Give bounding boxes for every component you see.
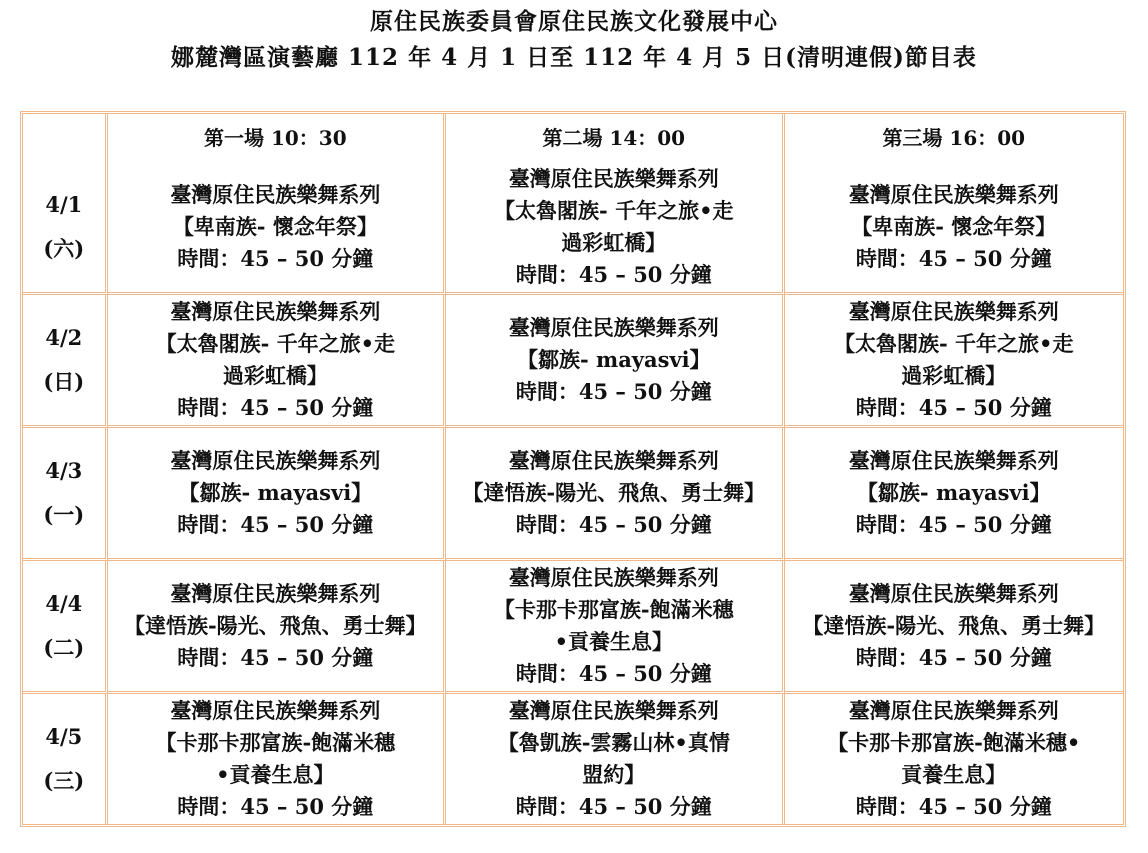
column-header-session-3: 第三場 16：00 xyxy=(882,126,1026,150)
program-text-line: 臺灣原住民族樂舞系列 xyxy=(508,448,719,473)
program-text-line: 臺灣原住民族樂舞系列 xyxy=(848,182,1059,207)
document-title: 原住民族委員會原住民族文化發展中心 xyxy=(370,8,778,35)
column-header-session-1: 第一場 10：30 xyxy=(108,114,446,162)
program-text-line: 盟約】 xyxy=(582,762,646,787)
date-cell xyxy=(23,162,108,295)
program-text-line: 【卡那卡那富族-飽滿米穗 xyxy=(493,597,734,622)
program-text-line: 【鄒族- mayasvi】 xyxy=(856,480,1051,505)
corner-cell xyxy=(23,114,108,162)
program-text-line: 【鄒族- mayasvi】 xyxy=(516,347,711,372)
program-cell-session-3 xyxy=(785,428,1123,561)
program-text-line: 臺灣原住民族樂舞系列 xyxy=(170,698,381,723)
program-cell-session-3 xyxy=(785,694,1123,824)
program-cell-session-2 xyxy=(446,162,784,295)
program-cell-session-3 xyxy=(785,295,1123,428)
program-cell-session-3 xyxy=(785,162,1123,295)
weekday-label: (日) xyxy=(43,369,85,394)
program-cell-session-2 xyxy=(446,561,784,694)
program-text-line: 【太魯閣族- 千年之旅•走 xyxy=(494,198,734,223)
table-row xyxy=(23,428,1123,561)
program-text-line: 【卡那卡那富族-飽滿米穗 xyxy=(155,730,396,755)
program-cell-session-2 xyxy=(446,694,784,824)
table-row xyxy=(23,162,1123,295)
program-text-line: 時間：45 – 50 分鐘 xyxy=(515,379,712,404)
program-text-line: 【達悟族-陽光、飛魚、勇士舞】 xyxy=(462,480,766,505)
program-text-line: •貢養生息】 xyxy=(216,762,335,787)
program-cell-session-2 xyxy=(446,295,784,428)
program-text-line: 臺灣原住民族樂舞系列 xyxy=(170,581,381,606)
program-cell-session-1 xyxy=(108,561,446,694)
program-cell-session-1 xyxy=(108,295,446,428)
date-label: 4/3 xyxy=(45,458,83,483)
program-text-line: 時間：45 – 50 分鐘 xyxy=(515,262,712,287)
program-text-line: 臺灣原住民族樂舞系列 xyxy=(848,448,1059,473)
weekday-label: (二) xyxy=(43,635,85,660)
date-cell xyxy=(23,694,108,824)
date-cell xyxy=(23,561,108,694)
program-text-line: 時間：45 – 50 分鐘 xyxy=(855,645,1052,670)
program-text-line: 臺灣原住民族樂舞系列 xyxy=(170,299,381,324)
program-cell-session-1 xyxy=(108,162,446,295)
program-text-line: 【魯凱族-雲霧山林•真情 xyxy=(497,730,730,755)
program-text-line: 臺灣原住民族樂舞系列 xyxy=(170,448,381,473)
program-text-line: 過彩虹橋】 xyxy=(901,363,1007,388)
program-text-line: 臺灣原住民族樂舞系列 xyxy=(508,315,719,340)
program-cell-session-2 xyxy=(446,428,784,561)
schedule-body xyxy=(23,162,1123,824)
program-text-line: 【達悟族-陽光、飛魚、勇士舞】 xyxy=(802,613,1106,638)
column-header-session-2: 第二場 14：00 xyxy=(446,114,784,162)
program-text-line: 時間：45 – 50 分鐘 xyxy=(855,794,1052,819)
program-text-line: 時間：45 – 50 分鐘 xyxy=(515,661,712,686)
table-row xyxy=(23,694,1123,824)
program-text-line: 時間：45 – 50 分鐘 xyxy=(177,246,374,271)
program-text-line: 臺灣原住民族樂舞系列 xyxy=(508,698,719,723)
program-text-line: 【達悟族-陽光、飛魚、勇士舞】 xyxy=(123,613,427,638)
date-cell xyxy=(23,295,108,428)
weekday-label: (一) xyxy=(43,502,85,527)
program-text-line: 時間：45 – 50 分鐘 xyxy=(855,512,1052,537)
date-label: 4/2 xyxy=(45,325,83,350)
program-text-line: 【卡那卡那富族-飽滿米穗• xyxy=(827,730,1081,755)
document-subtitle: 娜麓灣區演藝廳 112 年 4 月 1 日至 112 年 4 月 5 日(清明連假)節目表 xyxy=(171,44,977,71)
program-text-line: 臺灣原住民族樂舞系列 xyxy=(848,581,1059,606)
weekday-label: (三) xyxy=(43,768,85,793)
program-text-line: 臺灣原住民族樂舞系列 xyxy=(848,698,1059,723)
table-row xyxy=(23,295,1123,428)
program-text-line: 【鄒族- mayasvi】 xyxy=(178,480,373,505)
program-text-line: 過彩虹橋】 xyxy=(561,230,667,255)
program-text-line: 【卑南族- 懷念年祭】 xyxy=(172,214,378,239)
program-text-line: 臺灣原住民族樂舞系列 xyxy=(508,565,719,590)
program-text-line: 【卑南族- 懷念年祭】 xyxy=(851,214,1057,239)
program-cell-session-3 xyxy=(785,561,1123,694)
program-text-line: 時間：45 – 50 分鐘 xyxy=(177,794,374,819)
program-text-line: 【太魯閣族- 千年之旅•走 xyxy=(834,331,1074,356)
program-text-line: 臺灣原住民族樂舞系列 xyxy=(508,166,719,191)
program-cell-session-1 xyxy=(108,428,446,561)
program-text-line: 【太魯閣族- 千年之旅•走 xyxy=(155,331,396,356)
date-label: 4/5 xyxy=(45,724,83,749)
date-cell xyxy=(23,428,108,561)
program-text-line: 時間：45 – 50 分鐘 xyxy=(515,512,712,537)
program-text-line: 臺灣原住民族樂舞系列 xyxy=(170,182,381,207)
program-text-line: 貢養生息】 xyxy=(901,762,1007,787)
program-text-line: 時間：45 – 50 分鐘 xyxy=(515,794,712,819)
program-text-line: 時間：45 – 50 分鐘 xyxy=(855,246,1052,271)
date-label: 4/4 xyxy=(45,591,83,616)
date-label: 4/1 xyxy=(45,192,83,217)
program-text-line: 時間：45 – 50 分鐘 xyxy=(177,512,374,537)
program-text-line: 時間：45 – 50 分鐘 xyxy=(855,395,1052,420)
weekday-label: (六) xyxy=(43,236,85,261)
schedule-table xyxy=(20,111,1126,827)
program-text-line: 時間：45 – 50 分鐘 xyxy=(177,645,374,670)
table-row xyxy=(23,561,1123,694)
header-row xyxy=(23,114,1123,162)
program-text-line: 時間：45 – 50 分鐘 xyxy=(177,395,374,420)
program-text-line: •貢養生息】 xyxy=(554,629,673,654)
program-cell-session-1 xyxy=(108,694,446,824)
program-text-line: 過彩虹橋】 xyxy=(222,363,328,388)
program-text-line: 臺灣原住民族樂舞系列 xyxy=(848,299,1059,324)
